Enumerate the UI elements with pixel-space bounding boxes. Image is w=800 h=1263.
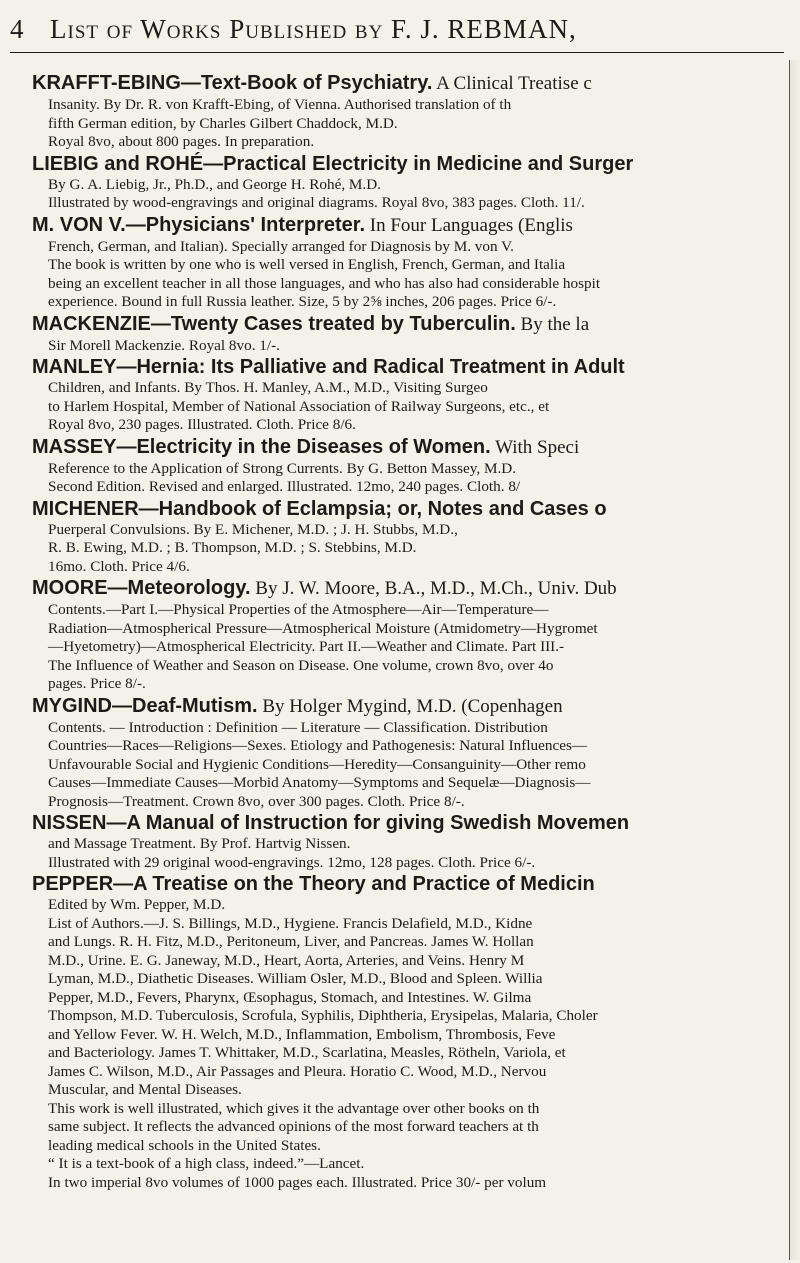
entry-title-tail: By J. W. Moore, B.A., M.D., M.Ch., Univ. Dub xyxy=(250,578,617,599)
entry-headline xyxy=(32,576,784,601)
entry-headline xyxy=(32,152,784,176)
entry-text-line: List of Authors.—J. S. Billings, M.D., Hygiene. Francis Delafield, M.D., Kidne xyxy=(48,914,533,932)
entry-text-line: and Massage Treatment. By Prof. Hartvig Nissen. xyxy=(48,835,351,852)
entry-text-line: Children, and Infants. By Thos. H. Manley, A.M., M.D., Visiting Surgeo xyxy=(48,379,488,396)
entry-text-line: leading medical schools in the United States. xyxy=(48,1136,321,1154)
entry-headline xyxy=(32,435,784,460)
entry-title: MACKENZIE—Twenty Cases treated by Tuberculin. xyxy=(32,312,516,335)
catalogue-entry-moore xyxy=(34,576,784,694)
entry-text-line: Second Edition. Revised and enlarged. Illustrated. 12mo, 240 pages. Cloth. 8/ xyxy=(48,478,521,495)
catalogue-entries xyxy=(6,71,788,1192)
running-title: List of Works Published by F. J. REBMAN, xyxy=(50,14,577,44)
entry-title: MYGIND—Deaf-Mutism. xyxy=(32,694,258,717)
entry-text-line: The Influence of Weather and Season on Disease. One volume, crown 8vo, over 4o xyxy=(48,656,554,674)
entry-text-line: Unfavourable Social and Hygienic Conditions—Heredity—Consanguinity—Other remo xyxy=(48,755,586,773)
entry-headline xyxy=(32,497,784,521)
entry-headline xyxy=(32,811,784,835)
catalogue-entry-krafft xyxy=(34,71,784,152)
entry-headline xyxy=(32,872,784,896)
entry-text-line: Lyman, M.D., Diathetic Diseases. William Osler, M.D., Blood and Spleen. Willia xyxy=(48,970,543,987)
entry-title: MOORE—Meteorology. xyxy=(32,577,251,599)
entry-text-line: and Bacteriology. James T. Whittaker, M.D., Scarlatina, Measles, Rötheln, Variola, et xyxy=(48,1044,566,1061)
entry-text-line: being an excellent teacher in all those languages, and who has also had considerable hospit xyxy=(48,274,601,292)
entry-headline xyxy=(32,71,784,96)
entry-title: MANLEY—Hernia: Its Palliative and Radical Treatment in Adult xyxy=(32,356,625,378)
entry-text-line: pages. Price 8/-. xyxy=(48,675,146,692)
entry-headline xyxy=(32,694,784,719)
entry-text-line: “ It is a text-book of a high class, indeed.”—Lancet. xyxy=(48,1155,365,1172)
entry-title-tail: By the la xyxy=(515,313,590,335)
entry-text-line: Insanity. By Dr. R. von Krafft-Ebing, of Vienna. Authorised translation of th xyxy=(48,96,512,113)
entry-text-line: R. B. Ewing, M.D. ; B. Thompson, M.D. ; S. Stebbins, M.D. xyxy=(48,539,417,556)
entry-text-line: Causes—Immediate Causes—Morbid Anatomy—Symptoms and Sequelæ—Diagnosis— xyxy=(48,774,591,791)
entry-text-line: Royal 8vo, about 800 pages. In preparation. xyxy=(48,133,315,150)
entry-title: MASSEY—Electricity in the Diseases of Women. xyxy=(32,435,491,458)
entry-text-line: Illustrated by wood-engravings and original diagrams. Royal 8vo, 383 pages. Cloth. 11/. xyxy=(48,194,585,211)
entry-text-line: Countries—Races—Religions—Sexes. Etiology and Pathogenesis: Natural Influences— xyxy=(48,737,588,754)
catalogue-entry-von-v xyxy=(34,213,784,312)
entry-text-line: Muscular, and Mental Diseases. xyxy=(48,1081,242,1098)
entry-text-line: Pepper, M.D., Fevers, Pharynx, Œsophagus, Stomach, and Intestines. W. Gilma xyxy=(48,988,532,1006)
entry-text-line: same subject. It reflects the advanced opinions of the most forward teachers at th xyxy=(48,1118,539,1135)
entry-text-line: experience. Bound in full Russia leather. Size, 5 by 2⅝ inches, 206 pages. Price 6/-. xyxy=(48,293,557,310)
catalogue-entry-michener xyxy=(34,497,784,577)
entry-text-line: fifth German edition, by Charles Gilbert Chaddock, M.D. xyxy=(48,114,398,132)
entry-text-line: M.D., Urine. E. G. Janeway, M.D., Heart, Aorta, Arteries, and Veins. Henry M xyxy=(48,951,525,969)
entry-title: KRAFFT-EBING—Text-Book of Psychiatry. xyxy=(32,72,433,94)
running-header xyxy=(10,14,784,53)
entry-text-line: James C. Wilson, M.D., Air Passages and Pleura. Horatio C. Wood, M.D., Nervou xyxy=(48,1062,547,1080)
entry-text-line: Royal 8vo, 230 pages. Illustrated. Cloth. Price 8/6. xyxy=(48,416,356,433)
entry-text-line: This work is well illustrated, which gives it the advantage over other books on th xyxy=(48,1099,540,1117)
entry-text-line: Reference to the Application of Strong Currents. By G. Betton Massey, M.D. xyxy=(48,459,517,477)
catalogue-entry-nissen xyxy=(34,811,784,872)
entry-text-line: Puerperal Convulsions. By E. Michener, M.D. ; J. H. Stubbs, M.D., xyxy=(48,520,458,538)
catalogue-entry-pepper xyxy=(34,872,784,1192)
entry-text-line: Sir Morell Mackenzie. Royal 8vo. 1/-. xyxy=(48,336,280,354)
entry-title-tail: With Speci xyxy=(490,436,580,458)
entry-headline xyxy=(32,312,784,337)
facing-page-edge xyxy=(789,60,800,1260)
entry-text-line: Contents. — Introduction : Definition — Literature — Classification. Distribution xyxy=(48,718,548,736)
entry-title: M. VON V.—Physicians' Interpreter. xyxy=(32,213,366,236)
entry-text-line: In two imperial 8vo volumes of 1000 pages each. Illustrated. Price 30/- per volum xyxy=(48,1173,547,1191)
entry-text-line: Contents.—Part I.—Physical Properties of the Atmosphere—Air—Temperature— xyxy=(48,601,549,618)
catalogue-entry-massey xyxy=(34,435,784,497)
entry-text-line: By G. A. Liebig, Jr., Ph.D., and George H. Rohé, M.D. xyxy=(48,175,381,193)
catalogue-entry-manley xyxy=(34,355,784,435)
entry-title: NISSEN—A Manual of Instruction for giving Swedish Movemen xyxy=(32,812,630,834)
entry-text-line: The book is written by one who is well versed in English, French, German, and Italia xyxy=(48,256,566,273)
entry-text-line: and Yellow Fever. W. H. Welch, M.D., Inflammation, Embolism, Thrombosis, Feve xyxy=(48,1025,556,1043)
page-number: 4 xyxy=(10,14,24,44)
entry-headline xyxy=(32,213,784,238)
entry-title: MICHENER—Handbook of Eclampsia; or, Notes and Cases o xyxy=(32,497,607,520)
entry-text-line: French, German, and Italian). Specially arranged for Diagnosis by M. von V. xyxy=(48,237,514,255)
entry-title: PEPPER—A Treatise on the Theory and Practice of Medicin xyxy=(32,873,595,895)
entry-text-line: —Hyetometry)—Atmospherical Electricity. Part II.—Weather and Climate. Part III.- xyxy=(48,638,565,655)
entry-text-line: to Harlem Hospital, Member of National Association of Railway Surgeons, etc., et xyxy=(48,397,550,415)
entry-title-tail: In Four Languages (Englis xyxy=(365,214,573,236)
entry-text-line: Radiation—Atmospherical Pressure—Atmospherical Moisture (Atmidometry—Hygromet xyxy=(48,619,598,637)
catalogue-entry-mygind xyxy=(34,694,784,812)
entry-text-line: Prognosis—Treatment. Crown 8vo, over 300 pages. Cloth. Price 8/-. xyxy=(48,792,465,810)
entry-text-line: Thompson, M.D. Tuberculosis, Scrofula, Syphilis, Diphtheria, Erysipelas, Malaria, Choler xyxy=(48,1007,598,1024)
entry-text-line: and Lungs. R. H. Fitz, M.D., Peritoneum, Liver, and Pancreas. James W. Hollan xyxy=(48,933,534,950)
entry-title: LIEBIG and ROHÉ—Practical Electricity in Medicine and Surger xyxy=(32,152,634,175)
catalogue-entry-liebig xyxy=(34,152,784,213)
entry-text-line: Illustrated with 29 original wood-engravings. 12mo, 128 pages. Cloth. Price 6/-. xyxy=(48,853,536,871)
entry-title-tail: By Holger Mygind, M.D. (Copenhagen xyxy=(257,695,563,717)
entry-title-tail: A Clinical Treatise c xyxy=(432,73,592,94)
entry-text-line: 16mo. Cloth. Price 4/6. xyxy=(48,557,190,575)
entry-text-line: Edited by Wm. Pepper, M.D. xyxy=(48,896,226,913)
catalogue-entry-mackenzie xyxy=(34,312,784,356)
entry-headline xyxy=(32,355,784,379)
